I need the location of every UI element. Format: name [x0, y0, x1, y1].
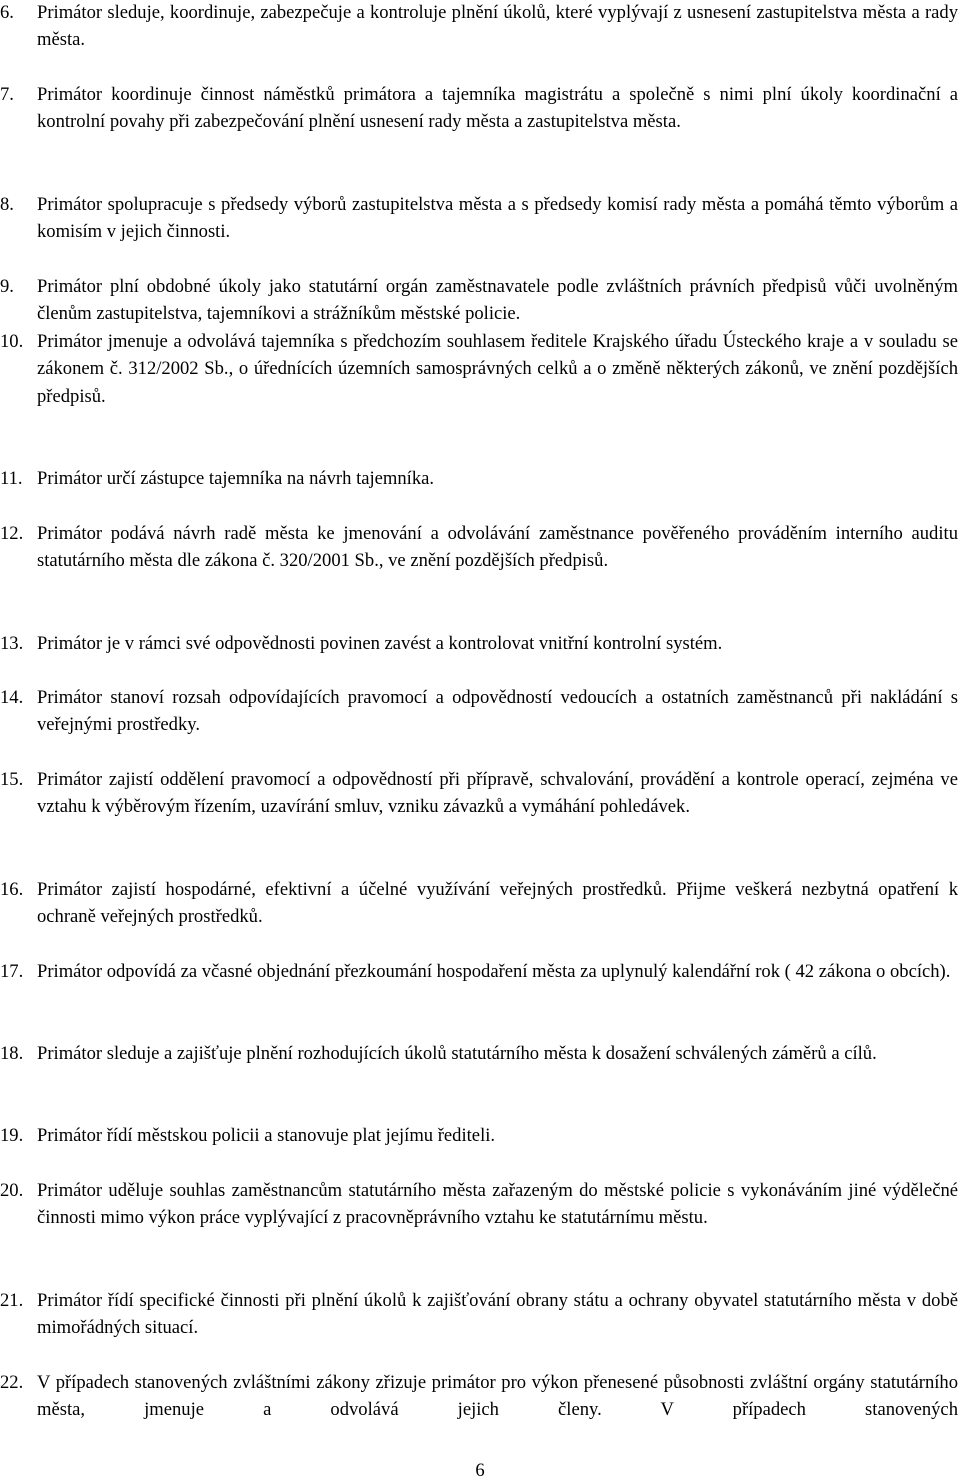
list-item — [0, 191, 958, 246]
item-number: 14. — [0, 687, 24, 708]
list-item — [0, 1287, 958, 1342]
list-item — [0, 1369, 958, 1424]
list-item — [0, 958, 958, 985]
item-number: 8. — [0, 194, 14, 215]
item-text: Primátor plní obdobné úkoly jako statutární orgán zaměstnavatele podle zvláštních právních předpisů vůči uvolněným členům zastupitelstva, tajemníkovi a strážníkům městské policie. — [37, 276, 958, 325]
item-number: 16. — [0, 879, 24, 900]
list-item — [0, 1177, 958, 1232]
list-item — [0, 328, 958, 410]
item-text: Primátor sleduje a zajišťuje plnění rozhodujících úkolů statutárního města k dosažení schválených záměrů a cílů. — [37, 1043, 877, 1064]
item-text: Primátor sleduje, koordinuje, zabezpečuje a kontroluje plnění úkolů, které vyplývají z usnesení zastupitelstva města a rady města. — [37, 2, 958, 51]
item-text: Primátor spolupracuje s předsedy výborů zastupitelstva města a s předsedy komisí rady města a pomáhá těmto výborům a komisím v jejich činnosti. — [37, 194, 958, 243]
list-item — [0, 0, 958, 54]
item-text: Primátor stanoví rozsah odpovídajících pravomocí a odpovědností vedoucích a ostatních zaměstnanců při nakládání s veřejnými prostředky. — [37, 687, 958, 736]
item-text: Primátor je v rámci své odpovědnosti povinen zavést a kontrolovat vnitřní kontrolní systém. — [37, 633, 723, 654]
item-text: Primátor jmenuje a odvolává tajemníka s předchozím souhlasem ředitele Krajského úřadu Ústeckého kraje a v souladu se zákonem č. 312/2002 Sb., o úřednících územních samosprávných celků a o změně některých zákonů, ve znění pozdějších předpisů. — [37, 331, 958, 407]
item-number: 9. — [0, 276, 14, 297]
item-number: 10. — [0, 331, 24, 352]
item-number: 17. — [0, 961, 24, 982]
list-item — [0, 630, 958, 657]
item-text: Primátor podává návrh radě města ke jmenování a odvolávání zaměstnance pověřeného prováděním interního auditu statutárního města dle zákona č. 320/2001 Sb., ve znění pozdějších předpisů. — [37, 523, 958, 572]
item-number: 19. — [0, 1125, 24, 1146]
page-number: 6 — [475, 1460, 485, 1481]
item-number: 15. — [0, 769, 24, 790]
item-number: 6. — [0, 2, 14, 23]
list-item — [0, 876, 958, 931]
item-text: Primátor uděluje souhlas zaměstnancům statutárního města zařazeným do městské policie s vykonáváním jiné výdělečné činnosti mimo výkon práce vyplývající z pracovněprávního vztahu ke statutárnímu městu. — [37, 1180, 958, 1229]
item-number: 13. — [0, 633, 24, 654]
item-text: Primátor řídí městskou policii a stanovuje plat jejímu řediteli. — [37, 1125, 496, 1146]
item-text: Primátor odpovídá za včasné objednání přezkoumání hospodaření města za uplynulý kalendářní rok ( 42 zákona o obcích). — [37, 961, 951, 982]
item-number: 22. — [0, 1372, 24, 1393]
item-text: Primátor zajistí hospodárné, efektivní a účelné využívání veřejných prostředků. Přijme veškerá nezbytná opatření k ochraně veřejných prostředků. — [37, 879, 958, 928]
list-item — [0, 1122, 958, 1149]
list-item — [0, 81, 958, 136]
item-text: Primátor koordinuje činnost náměstků primátora a tajemníka magistrátu a společně s nimi plní úkoly koordinační a kontrolní povahy při zabezpečování plnění usnesení rady města a zastupitelstva města. — [37, 84, 958, 133]
item-number: 21. — [0, 1290, 24, 1311]
item-number: 20. — [0, 1180, 24, 1201]
item-number: 7. — [0, 84, 14, 105]
list-item — [0, 520, 958, 575]
item-number: 18. — [0, 1043, 24, 1064]
item-text: Primátor řídí specifické činnosti při plnění úkolů k zajišťování obrany státu a ochrany obyvatel statutárního města v době mimořádných situací. — [37, 1290, 958, 1339]
item-text: Primátor určí zástupce tajemníka na návrh tajemníka. — [37, 468, 435, 489]
list-item — [0, 766, 958, 821]
list-item — [0, 684, 958, 739]
item-number: 12. — [0, 523, 24, 544]
item-number: 11. — [0, 468, 23, 489]
item-text: V případech stanovených zvláštními zákony zřizuje primátor pro výkon přenesené působnosti zvláštní orgány statutárního města, jmenuje a odvolává jejich členy. V případech stanovených — [37, 1372, 958, 1421]
list-item — [0, 1040, 958, 1067]
item-text: Primátor zajistí oddělení pravomocí a odpovědností při přípravě, schvalování, provádění a kontrole operací, zejména ve vztahu k výběrovým řízením, uzavírání smluv, vzniku závazků a vymáhání pohledávek. — [37, 769, 958, 818]
list-item — [0, 465, 958, 492]
list-item — [0, 273, 958, 328]
